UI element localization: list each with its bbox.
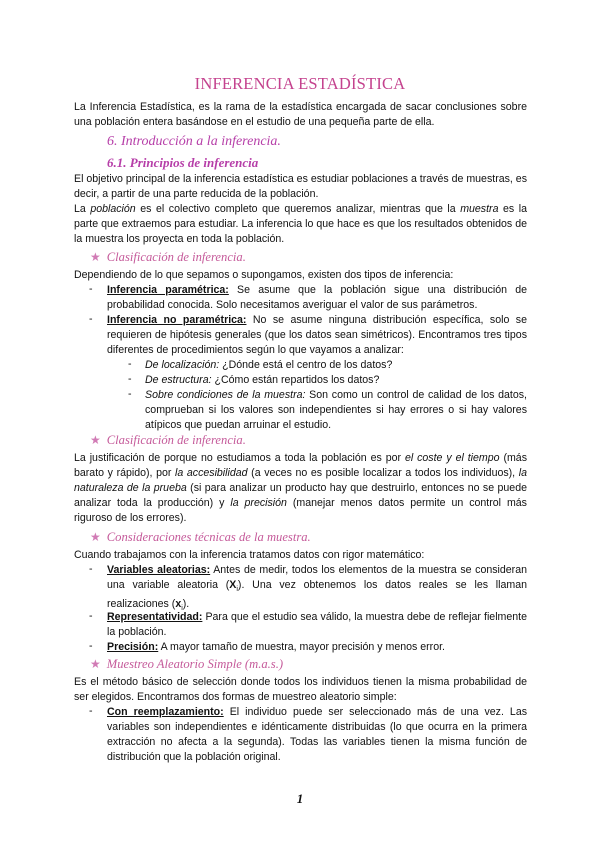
types-intro-paragraph: Dependiendo de lo que sepamos o supongamos, existen dos tipos de inferencia: [74,269,454,281]
heading-clasificacion-2 [90,433,246,448]
text-run: (si para analizar un producto hay que destruirlo, entonces no se puede analizar toda la producción) y [74,482,527,510]
rigor-paragraph: Cuando trabajamos con la inferencia tratamos datos con rigor matemático: [74,549,425,561]
item-text: ). [182,598,190,611]
bullet-dash: - [89,283,93,295]
page-title: INFERENCIA ESTADÍSTICA [194,74,406,93]
term-label: Variables aleatorias: [107,564,211,576]
mas-paragraph: Es el método básico de selección donde todos los individuos tienen la misma probabilidad de ser elegidos. Encontramos dos formas de muestreo aleatorio simple: [74,676,527,704]
sublist-item-localizacion [145,358,527,373]
math-subscript: i [181,605,183,613]
text-run: es el colectivo completo que queremos analizar, mientras que la [135,203,461,215]
emphasis: la naturaleza de la prueba [74,467,527,495]
bullet-dash: - [89,705,93,717]
bullet-dash: - [89,610,93,622]
sub-text: ¿Cómo están repartidos los datos? [211,374,380,386]
bullet-dash: - [89,313,93,325]
population-paragraph [74,202,527,247]
item-text: A mayor tamaño de muestra, mayor precisión y menos error. [158,641,445,653]
text-run: es la parte que extraemos para estudiar. La inferencia lo que hace es que los resultados obtenidos de la muestra los proyecta en toda la población. [74,203,528,246]
item-text: ). Una vez obtenemos los datos reales se les llaman realizaciones ( [107,579,527,611]
list-item-variables [107,563,527,617]
sublist-item-estructura [145,373,527,388]
star-icon: ★ [90,657,101,671]
term-muestra: muestra [460,203,499,215]
text-run: (más barato y rápido), por [74,452,527,480]
item-text: Antes de medir, todos los elementos de la muestra se consideran una variable aleatoria ( [107,564,527,592]
item-text: Se asume que la población sigue una distribución de probabilidad conocida. Solo necesitamos averiguar el valor de sus parámetros. [107,284,527,312]
text-run: (manejar menos datos permite un control más riguroso de los errores). [74,497,527,525]
sub-label: De localización: [145,359,220,371]
math-symbol: x [175,598,182,611]
list-item-representatividad [107,610,527,640]
bullet-dash: - [128,373,132,385]
item-text: Para que el estudio sea válido, la muestra debe de reflejar fielmente la población. [107,611,527,639]
justification-paragraph [74,451,527,526]
sub-text: ¿Dónde está el centro de los datos? [219,359,393,371]
heading-text: Muestreo Aleatorio Simple (m.a.s.) [106,657,284,671]
section-heading-6-1: 6.1. Principios de inferencia [107,155,259,170]
page-number: 1 [296,791,304,806]
list-item-con-reemplazamiento [107,705,527,765]
heading-text: Clasificación de inferencia. [106,250,246,264]
bullet-dash: - [89,563,93,575]
section-heading-6: 6. Introducción a la inferencia. [107,134,281,149]
bullet-dash: - [128,388,132,400]
term-label: Con reemplazamiento: [107,706,224,718]
math-subscript: i [236,586,238,594]
star-icon: ★ [90,530,101,544]
objective-paragraph: El objetivo principal de la inferencia estadística es estudiar poblaciones a través de muestras, es decir, a partir de una parte reducida de la población. [74,173,527,201]
heading-muestreo [90,657,283,672]
bullet-dash: - [89,640,93,652]
list-item-parametrica [107,283,527,313]
text-run: La [74,203,91,215]
list-item-no-parametrica [107,313,527,358]
star-icon: ★ [90,433,101,447]
text-run: La justificación de porque no estudiamos a toda la población es por [74,452,405,464]
heading-clasificacion-1 [90,250,246,265]
emphasis: el coste y el tiempo [404,452,500,464]
term-label: Inferencia paramétrica: [107,284,229,296]
item-text: No se asume ninguna distribución específica, solo se requieren de hipótesis generales (que los datos sean simétricos). Encontramos tres tipos diferentes de procedimientos según lo que vayamos a analizar: [107,314,527,357]
bullet-dash: - [128,358,132,370]
term-poblacion: población [90,203,136,215]
term-label: Inferencia no paramétrica: [107,314,247,326]
sub-label: Sobre condiciones de la muestra: [145,389,306,401]
intro-paragraph: La Inferencia Estadística, es la rama de la estadística encargada de sacar conclusiones sobre una población entera basándose en el estudio de una pequeña parte de ella. [74,101,527,129]
heading-consideraciones [90,530,311,545]
sub-label: De estructura: [145,374,212,386]
heading-text: Clasificación de inferencia. [106,433,246,447]
text-run: (a veces no es posible localizar a todos los individuos), [247,467,519,480]
item-text: El individuo puede ser seleccionado más de una vez. Las variables son independientes e idénticamente distribuidas (lo que ocurra en la primera extracción no afecta a la segunda). Todas las variables tienen la misma función de distribución que la población original. [107,706,528,764]
term-label: Precisión: [107,641,159,653]
emphasis: la precisión [230,497,287,510]
sub-text: Son como un control de calidad de los datos, comprueban si los valores son independientes si hay errores o si hay valores atípicos que puedan arruinar el estudio. [145,389,527,432]
heading-text: Consideraciones técnicas de la muestra. [106,530,311,544]
emphasis: la accesibilidad [175,467,248,480]
list-item-precision [107,640,527,655]
sublist-item-condiciones [145,388,527,433]
star-icon: ★ [90,250,101,264]
math-symbol: X [229,579,237,592]
term-label: Representatividad: [107,611,203,623]
